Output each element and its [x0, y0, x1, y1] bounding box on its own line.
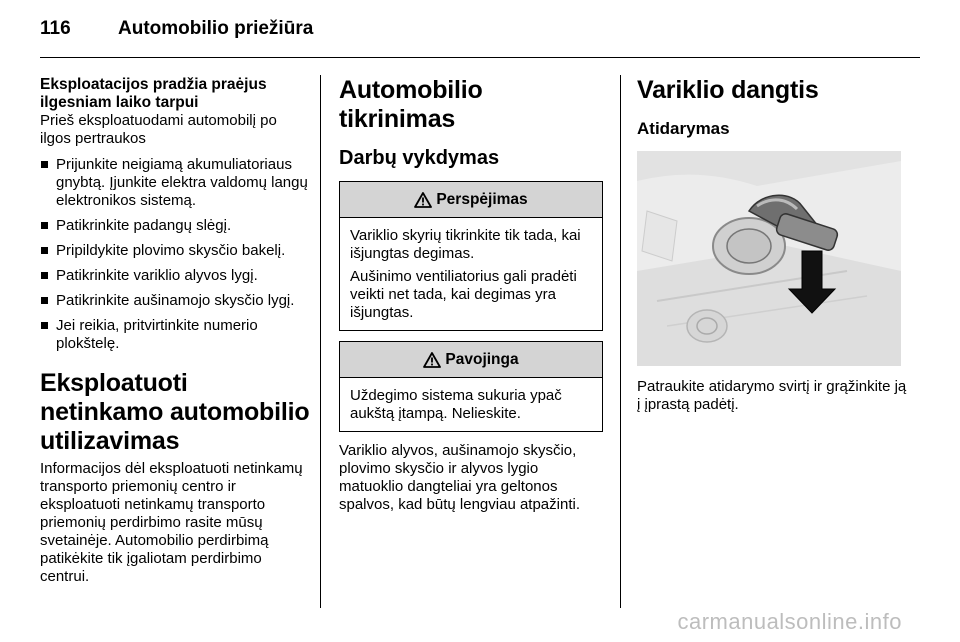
list-item: [40, 317, 310, 353]
list-item: [40, 267, 310, 285]
warning-box-header: [340, 182, 602, 218]
danger-box: [339, 341, 603, 432]
checklist: [40, 156, 310, 353]
column-left: [40, 76, 310, 586]
hood-release-lever-illustration: [637, 151, 901, 366]
list-item: [40, 217, 310, 235]
danger-text: Uždegimo sistema sukuria ypač aukštą įtampą. Nelieskite.: [350, 387, 562, 422]
warning-text: Aušinimo ventiliatorius gali pradėti veikti net tada, kai degimas yra išjungtas.: [350, 268, 577, 321]
list-item-text: Jei reikia, pritvirtinkite numerio plokštelę.: [56, 317, 258, 352]
list-item-text: Pripildykite plovimo skysčio bakelį.: [56, 242, 286, 259]
warning-text: Variklio skyrių tikrinkite tik tada, kai išjungtas degimas.: [350, 227, 581, 262]
list-item: [40, 292, 310, 310]
list-item-text: Patikrinkite variklio alyvos lygį.: [56, 267, 258, 284]
section-heading: Eksploatacijos pradžia praėjus ilgesniam laiko tarpui: [40, 76, 267, 111]
list-item: [40, 242, 310, 260]
warning-triangle-icon: [414, 192, 432, 208]
bullet-icon: [41, 161, 48, 168]
chapter-heading: Automobilio tikrinimas: [339, 76, 483, 133]
header-rule: [40, 57, 920, 58]
section-heading-large: Eksploatuoti netinkamo automobilio utilizavimas: [40, 369, 310, 455]
bullet-icon: [41, 272, 48, 279]
bullet-icon: [41, 297, 48, 304]
chapter-heading: Variklio dangtis: [637, 76, 819, 104]
page-title: Automobilio priežiūra: [118, 18, 314, 39]
danger-box-header: [340, 342, 602, 378]
warning-body: [340, 218, 602, 330]
column-right: [637, 76, 907, 414]
column-middle: [339, 76, 603, 514]
subheading: Atidarymas: [637, 119, 730, 138]
section-text: Variklio alyvos, aušinamojo skysčio, plovimo skysčio ir alyvos lygio matuoklio dangteliai yra geltonos spalvos, kad būtų lengviau atpažinti.: [339, 442, 580, 513]
bullet-icon: [41, 322, 48, 329]
section-text: Informacijos dėl eksploatuoti netinkamų transporto priemonių centro ir eksploatuoti netinkamų transporto priemonių perdirbimo rasite mūsų svetainėje. Automobilio perdirbimą patikėkite tik įgaliotam perdirbimo centrui.: [40, 460, 303, 585]
list-item-text: Prijunkite neigiamą akumuliatoriaus gnybtą. Įjunkite elektra valdomų langų elektronikos sistemą.: [56, 156, 308, 209]
watermark: carmanualsonline.info: [677, 609, 902, 634]
hood-release-lever-image: [637, 151, 901, 366]
warning-box: [339, 181, 603, 331]
column-divider: [620, 75, 621, 608]
list-item-text: Patikrinkite padangų slėgį.: [56, 217, 232, 234]
bullet-icon: [41, 222, 48, 229]
subheading: Darbų vykdymas: [339, 147, 500, 169]
column-divider: [320, 75, 321, 608]
warning-title: Perspėjimas: [436, 190, 528, 208]
illustration-caption: Patraukite atidarymo svirtį ir grąžinkite ją į įprastą padėtį.: [637, 378, 907, 413]
list-item: [40, 156, 310, 210]
section-intro: Prieš eksploatuodami automobilį po ilgos pertraukos: [40, 112, 277, 147]
warning-triangle-icon: [423, 352, 441, 368]
bullet-icon: [41, 247, 48, 254]
list-item-text: Patikrinkite aušinamojo skysčio lygį.: [56, 292, 295, 309]
page-number: 116: [40, 18, 71, 39]
danger-title: Pavojinga: [445, 350, 519, 368]
danger-body: [340, 378, 602, 431]
